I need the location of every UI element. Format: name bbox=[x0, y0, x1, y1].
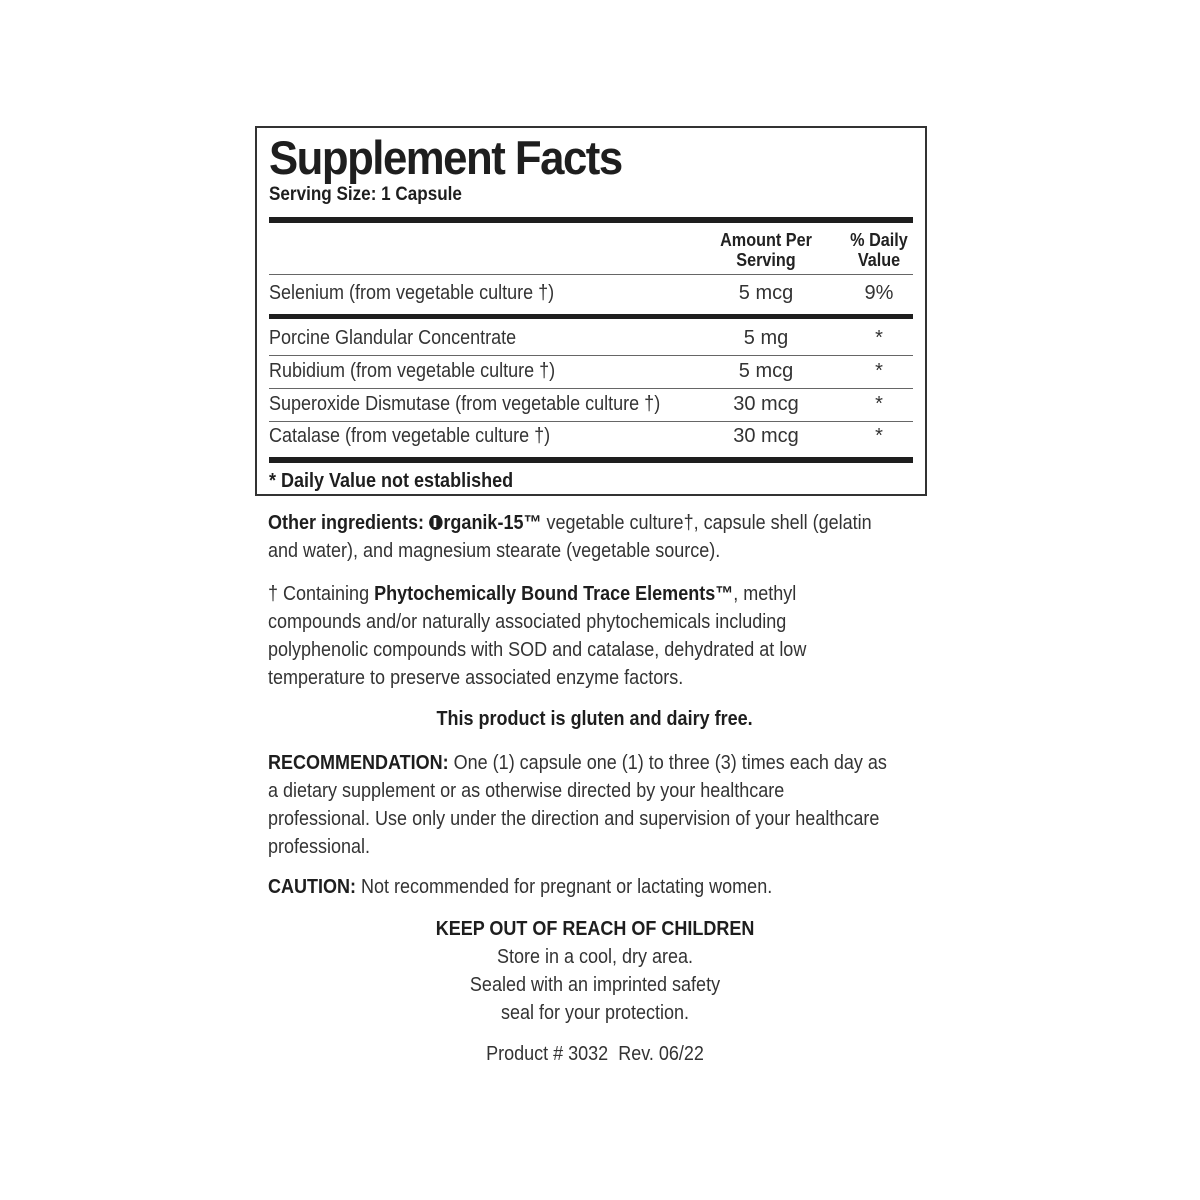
daily-value-footnote: * Daily Value not established bbox=[269, 470, 514, 492]
dagger-note-prefix: † Containing bbox=[268, 583, 375, 605]
other-ingredients-label: Other ingredients: bbox=[268, 512, 425, 534]
table-row-dv: * bbox=[875, 425, 883, 447]
caution bbox=[268, 873, 898, 901]
storage-line3: seal for your protection. bbox=[500, 1002, 690, 1024]
dagger-note-line2: compounds and/or naturally associated phytochemicals including bbox=[268, 611, 787, 633]
recommendation-line4: professional. bbox=[268, 836, 371, 858]
brand-name: rganik-15™ bbox=[443, 512, 542, 534]
table-row-dv: * bbox=[875, 327, 883, 349]
thick-divider bbox=[269, 457, 913, 463]
thick-divider bbox=[269, 217, 913, 223]
table-row-amount: 5 mcg bbox=[738, 282, 794, 304]
dagger-note-bold: Phytochemically Bound Trace Elements™ bbox=[374, 583, 734, 605]
dv-header-line2: Value bbox=[857, 250, 901, 270]
amount-header-line2: Serving bbox=[736, 250, 796, 270]
table-row-name: Porcine Glandular Concentrate bbox=[269, 327, 517, 349]
table-row-dv: * bbox=[875, 393, 883, 415]
dagger-note-rest: , methyl bbox=[733, 583, 797, 605]
table-row-amount: 30 mcg bbox=[733, 393, 799, 415]
dagger-note bbox=[268, 580, 898, 692]
amount-header bbox=[709, 230, 822, 270]
caution-label: CAUTION: bbox=[268, 876, 356, 898]
other-ingredients-line1 bbox=[268, 509, 898, 537]
recommendation bbox=[268, 749, 898, 861]
product-code-text: Product # 3032 Rev. 06/22 bbox=[486, 1043, 704, 1065]
table-row-name: Rubidium (from vegetable culture †) bbox=[269, 360, 556, 382]
organik-logo-icon bbox=[429, 515, 443, 530]
header-divider bbox=[269, 274, 913, 275]
table-row-dv: * bbox=[875, 360, 883, 382]
storage-line1: Store in a cool, dry area. bbox=[496, 946, 694, 968]
table-row-name: Superoxide Dismutase (from vegetable culture †) bbox=[269, 393, 661, 415]
table-row-amount: 30 mcg bbox=[733, 425, 799, 447]
caution-text: Not recommended for pregnant or lactating women. bbox=[355, 876, 773, 898]
thick-divider bbox=[269, 314, 913, 319]
recommendation-text: One (1) capsule one (1) to three (3) times each day as bbox=[448, 752, 887, 774]
panel-title: Supplement Facts bbox=[269, 131, 622, 184]
row-divider bbox=[269, 421, 913, 422]
storage-line2: Sealed with an imprinted safety bbox=[469, 974, 721, 996]
dv-header bbox=[834, 230, 924, 270]
serving-size: Serving Size: 1 Capsule bbox=[269, 184, 462, 205]
product-code bbox=[395, 1040, 795, 1068]
supplement-facts-panel bbox=[255, 126, 927, 496]
table-row-amount: 5 mcg bbox=[738, 360, 794, 382]
recommendation-line3: professional. Use only under the direction and supervision of your healthcare bbox=[268, 808, 880, 830]
table-row-name: Catalase (from vegetable culture †) bbox=[269, 425, 551, 447]
row-divider bbox=[269, 388, 913, 389]
gluten-note bbox=[395, 705, 795, 733]
other-ingredients-line2: and water), and magnesium stearate (vegetable source). bbox=[268, 540, 721, 562]
table-row-amount: 5 mg bbox=[743, 327, 789, 349]
storage-block bbox=[395, 915, 795, 1027]
table-row-name: Selenium (from vegetable culture †) bbox=[269, 282, 555, 304]
other-ingredients-text: vegetable culture†, capsule shell (gelatin bbox=[541, 512, 872, 534]
other-ingredients bbox=[268, 509, 898, 565]
storage-heading: KEEP OUT OF REACH OF CHILDREN bbox=[435, 918, 755, 940]
dagger-note-line4: temperature to preserve associated enzyme factors. bbox=[268, 667, 684, 689]
recommendation-line1 bbox=[268, 749, 898, 777]
dagger-note-line1 bbox=[268, 580, 898, 608]
recommendation-label: RECOMMENDATION: bbox=[268, 752, 449, 774]
dv-header-line1: % Daily bbox=[850, 230, 908, 250]
amount-header-line1: Amount Per bbox=[720, 230, 812, 250]
row-divider bbox=[269, 355, 913, 356]
recommendation-line2: a dietary supplement or as otherwise directed by your healthcare bbox=[268, 780, 785, 802]
gluten-note-text: This product is gluten and dairy free. bbox=[436, 708, 754, 730]
table-row-dv: 9% bbox=[864, 282, 894, 304]
dagger-note-line3: polyphenolic compounds with SOD and catalase, dehydrated at low bbox=[268, 639, 807, 661]
